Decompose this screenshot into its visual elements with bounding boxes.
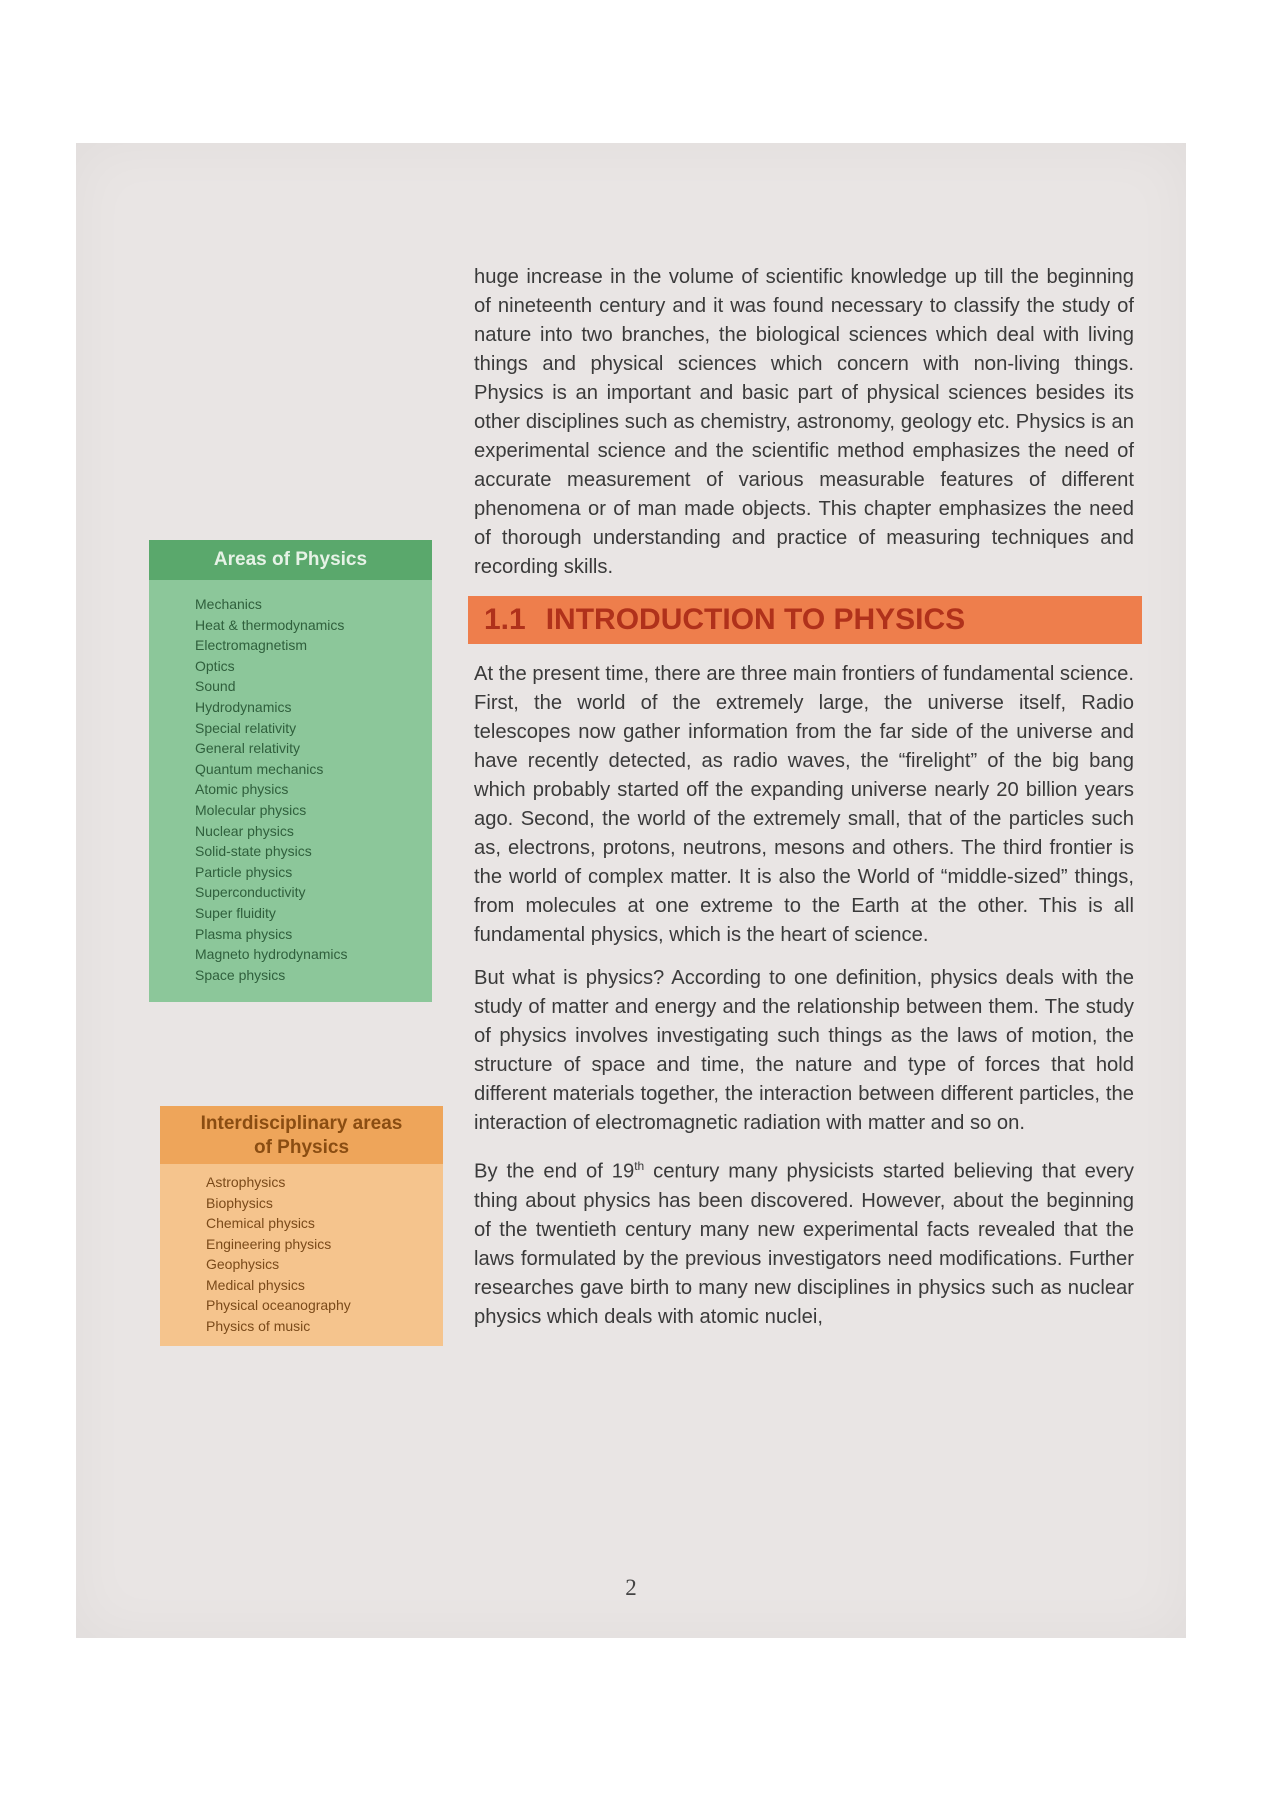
list-item: Solid-state physics xyxy=(195,843,312,860)
paragraph-3-rest: century many physicists started believing that every thing about physics has been discovered. However, about the beginning of the twentieth century many new experimental facts revealed that the laws formulated by the previous investigators need modifications. Further researches gave birth to many new disciplines in physics such as nuclear physics which deals with atomic nuclei, xyxy=(474,1160,1134,1328)
list-item: Magneto hydrodynamics xyxy=(195,946,348,963)
list-item: Sound xyxy=(195,678,236,695)
list-item: Optics xyxy=(195,657,235,674)
list-item: Super fluidity xyxy=(195,904,276,921)
paragraph-what-is-physics: But what is physics? According to one definition, physics deals with the study of matter and energy and the relationship between them. The study of physics involves investigating such things as the laws of motion, the structure of space and time, the nature and type of forces that hold different materials together, the interaction between different particles, the interaction of electromagnetic radiation with matter and so on. xyxy=(474,967,1134,1134)
list-item: Atomic physics xyxy=(195,781,289,798)
list-item: Medical physics xyxy=(206,1276,305,1293)
list-item: Chemical physics xyxy=(206,1215,315,1231)
book-page xyxy=(76,143,1186,1638)
list-item: Superconductivity xyxy=(195,884,306,901)
list-item: General relativity xyxy=(195,740,301,757)
areas-of-physics-box xyxy=(149,540,432,1002)
list-item: Astrophysics xyxy=(206,1174,286,1190)
list-item: Biophysics xyxy=(206,1194,273,1211)
list-item: Particle physics xyxy=(195,863,293,880)
list-item: Physics of music xyxy=(206,1317,311,1334)
interdisciplinary-areas-box xyxy=(160,1106,443,1346)
section-number: 1.1 xyxy=(484,603,526,636)
interdisciplinary-title-line2: of Physics xyxy=(253,1137,350,1158)
areas-of-physics-list xyxy=(149,580,432,985)
section-heading xyxy=(468,596,1142,644)
superscript-th: th xyxy=(634,1159,645,1173)
interdisciplinary-title-line1: Interdisciplinary areas xyxy=(200,1113,403,1134)
areas-of-physics-title: Areas of Physics xyxy=(149,540,432,580)
paragraph-3-start: By the end of 19 xyxy=(474,1160,635,1183)
main-text-column xyxy=(474,263,1134,1332)
page-number: 2 xyxy=(625,1575,637,1600)
list-item: Physical oceanography xyxy=(206,1297,351,1313)
list-item: Mechanics xyxy=(195,596,262,612)
section-title: INTRODUCTION TO PHYSICS xyxy=(545,603,966,636)
list-item: Space physics xyxy=(195,966,286,983)
list-item: Plasma physics xyxy=(195,925,293,942)
intro-paragraph: huge increase in the volume of scientific knowledge up till the beginning of nineteenth century and it was found necessary to classify the study of nature into two branches, the biological sciences which deal with living things and physical sciences which concern with non-living things. Physics is an important and basic part of physical sciences besides its other disciplines such as chemistry, astronomy, geology etc. Physics is an experimental science and the scientific method emphasizes the need of accurate measurement of various measurable features of different phenomena or of man made objects. This chapter emphasizes the need of thorough understanding and practice of measuring techniques and recording skills. xyxy=(474,266,1134,578)
list-item: Heat & thermodynamics xyxy=(195,616,345,633)
list-item: Nuclear physics xyxy=(195,822,294,839)
list-item: Hydrodynamics xyxy=(195,698,292,715)
paragraph-frontiers: At the present time, there are three main frontiers of fundamental science. First, the world of the extremely large, the universe itself, Radio telescopes now gather information from the far side of the universe and have recently detected, as radio waves, the “firelight” of the big bang which probably started off the expanding universe nearly 20 billion years ago. Second, the world of the extremely small, that of the particles such as, electrons, protons, neutrons, mesons and others. The third frontier is the world of complex matter. It is also the World of “middle-sized” things, from molecules at one extreme to the Earth at the other. This is all fundamental physics, which is the heart of science. xyxy=(474,663,1134,946)
list-item: Engineering physics xyxy=(206,1235,332,1252)
list-item: Quantum mechanics xyxy=(195,760,324,777)
list-item: Special relativity xyxy=(195,719,297,736)
paragraph-nineteenth-century xyxy=(474,1152,1134,1332)
list-item: Molecular physics xyxy=(195,801,307,818)
interdisciplinary-areas-list xyxy=(160,1164,443,1336)
list-item: Geophysics xyxy=(206,1256,280,1272)
list-item: Electromagnetism xyxy=(195,637,308,654)
interdisciplinary-areas-title xyxy=(160,1106,443,1164)
